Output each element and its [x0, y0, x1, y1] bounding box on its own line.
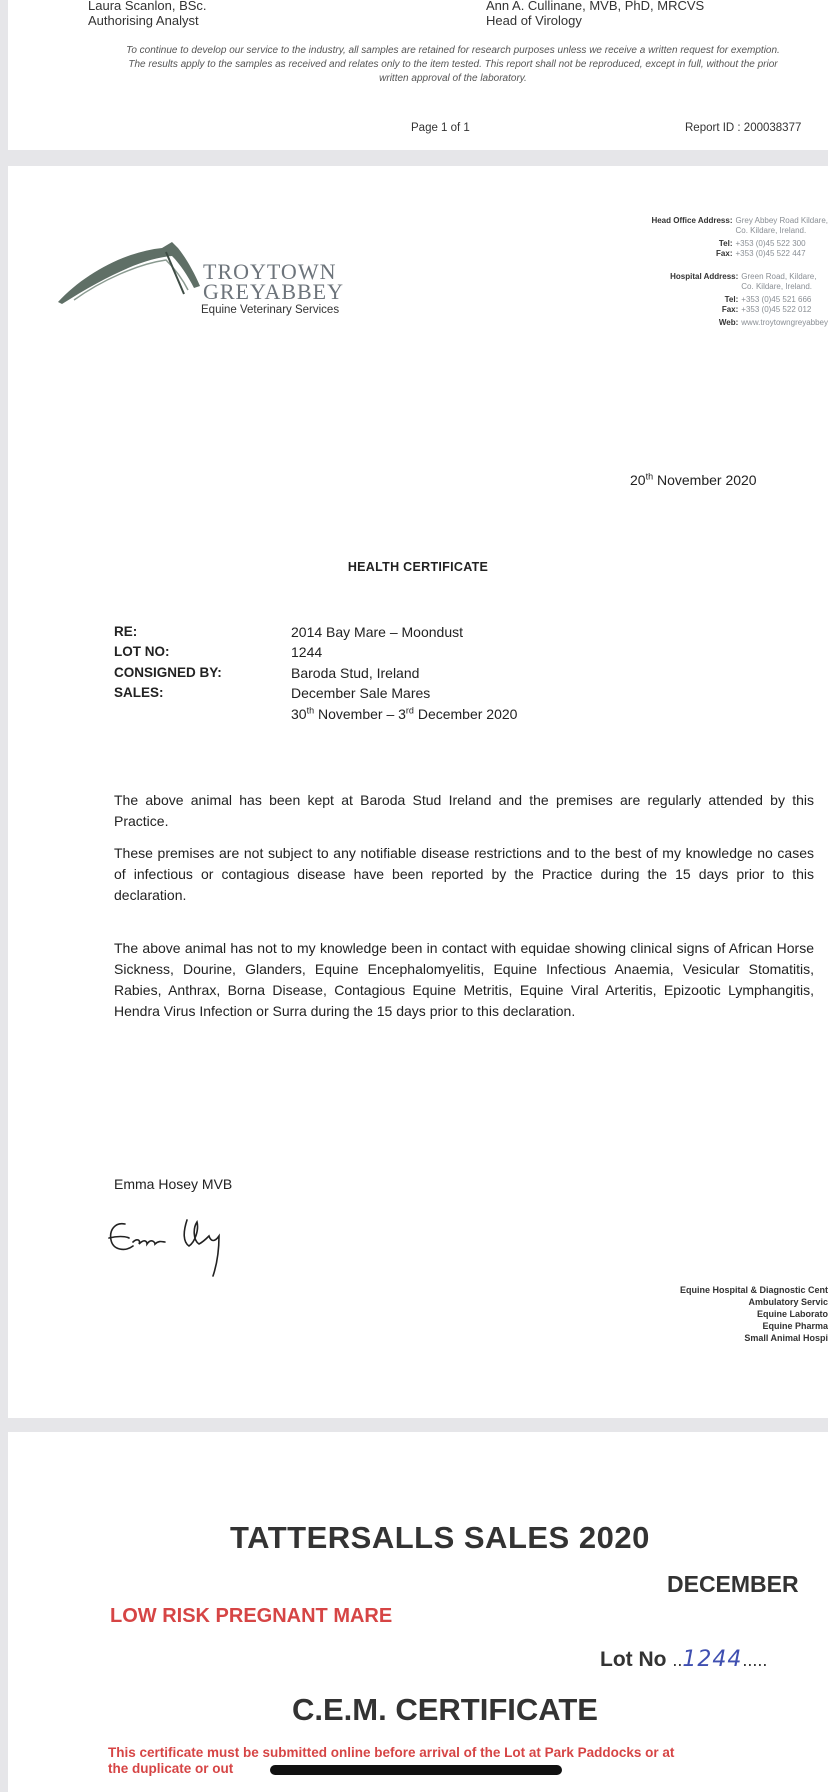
fax-label: Fax: — [721, 304, 739, 314]
service-item: Small Animal Hospi — [744, 1333, 828, 1343]
hospital-fax: +353 (0)45 522 012 — [741, 304, 812, 314]
lab-report-page — [8, 0, 828, 150]
paragraph-premises: The above animal has been kept at Baroda Stud Ireland and the premises are regularly attended by this Practice. — [114, 792, 814, 829]
sales-date-start: 30 — [291, 706, 307, 722]
sales-value: December Sale Mares — [291, 685, 431, 701]
head-office-line-2: Co. Kildare, Ireland. — [735, 225, 807, 235]
date-suffix: th — [306, 705, 315, 716]
analyst-signature-block — [88, 0, 207, 28]
risk-category: LOW RISK PREGNANT MARE — [110, 1605, 393, 1627]
page-number: Page 1 of 1 — [411, 122, 470, 134]
date-day: 20 — [630, 472, 646, 488]
lot-dots: .. — [672, 1650, 683, 1670]
note-line: the duplicate or out — [108, 1761, 234, 1776]
sales-date-end: December 2020 — [413, 706, 518, 722]
head-role: Head of Virology — [486, 13, 582, 28]
certificate-heading: HEALTH CERTIFICATE — [347, 560, 489, 574]
service-item: Ambulatory Servic — [748, 1297, 828, 1307]
disclaimer-line: To continue to develop our service to the industry, all samples are retained for research purposes unless we receive a written request for exemption. — [126, 45, 780, 56]
sale-month: DECEMBER — [667, 1571, 799, 1597]
logo-line-2: GREYABBEY — [203, 279, 345, 304]
logo-line-1: TROYTOWN — [203, 259, 337, 284]
health-certificate-page — [8, 166, 828, 1418]
handwritten-signature — [103, 1212, 253, 1282]
paragraph-restrictions: These premises are not subject to any notifiable disease restrictions and to the best of my knowledge no cases of infectious or contagious disease have been reported by the Practice during the 15 days prior to this declaration. — [114, 845, 814, 903]
head-office-label: Head Office Address: — [651, 216, 733, 225]
analyst-role: Authorising Analyst — [88, 13, 199, 28]
cem-certificate-title: C.E.M. CERTIFICATE — [292, 1692, 598, 1727]
head-office-line-1: Grey Abbey Road Kildare, — [735, 216, 828, 225]
sales-date-mid: November – 3 — [314, 706, 406, 722]
service-item: Equine Hospital & Diagnostic Cent — [679, 1285, 828, 1295]
disclaimer-line: written approval of the laboratory. — [379, 73, 527, 84]
hospital-label: Hospital Address: — [670, 272, 739, 281]
lot-number-label: Lot No — [600, 1648, 667, 1671]
tel-label: Tel: — [724, 295, 739, 304]
tattersalls-certificate-page — [8, 1432, 828, 1792]
report-id: Report ID : 200038377 — [685, 122, 802, 134]
re-label: RE: — [114, 624, 138, 639]
web-label: Web: — [718, 318, 739, 327]
head-office-tel: +353 (0)45 522 300 — [735, 239, 806, 248]
fax-label: Fax: — [716, 248, 733, 258]
service-item: Equine Pharma — [762, 1321, 828, 1331]
hospital-tel: +353 (0)45 521 666 — [741, 295, 812, 304]
hospital-line-1: Green Road, Kildare, — [741, 272, 817, 281]
sales-label: SALES: — [114, 685, 164, 700]
services-list — [680, 1284, 828, 1344]
head-name: Ann A. Cullinane, MVB, PhD, MRCVS — [486, 0, 705, 13]
home-indicator[interactable] — [270, 1765, 562, 1775]
web-link[interactable]: www.troytowngreyabbey — [741, 318, 828, 327]
consigned-value: Baroda Stud, Ireland — [291, 665, 420, 681]
certificate-date — [630, 472, 757, 488]
head-signature-block — [486, 0, 704, 28]
re-value: 2014 Bay Mare – Moondust — [291, 624, 463, 640]
analyst-name: Laura Scanlon, BSc. — [88, 0, 207, 13]
date-suffix: rd — [405, 705, 414, 716]
head-office-fax: +353 (0)45 522 447 — [735, 248, 806, 258]
lot-number-handwritten: 1244 — [682, 1647, 743, 1672]
hospital-address — [650, 272, 828, 328]
lot-dots: ..... — [742, 1650, 768, 1670]
sales-dates — [291, 706, 517, 722]
lot-number-field — [600, 1647, 767, 1672]
lot-value: 1244 — [291, 644, 323, 660]
note-line: This certificate must be submitted online before arrival of the Lot at Park Paddocks or at — [108, 1745, 675, 1760]
consigned-label: CONSIGNED BY: — [114, 665, 222, 680]
head-office-address — [645, 216, 828, 258]
date-rest: November 2020 — [653, 472, 757, 488]
disclaimer-line: The results apply to the samples as received and relates only to the item tested. This report shall not be reproduced, except in full, without the prior — [128, 59, 778, 70]
horse-logo-icon — [54, 240, 204, 306]
paragraph-contact: The above animal has not to my knowledge been in contact with equidae showing clinical signs of African Horse Sickness, Dourine, Glanders, Equine Encephalomyelitis, Equine Infectious Anaemia, Vesicular Stomatitis, Rabies, Anthrax, Borna Disease, Contagious Equine Metritis, Equine Viral Arteritis, Epizootic Lymphangitis, Hendra Virus Infection or Surra during the 15 days prior to this declaration. — [114, 940, 814, 1019]
tel-label: Tel: — [718, 239, 733, 248]
lab-disclaimer — [88, 44, 818, 86]
hospital-line-2: Co. Kildare, Ireland. — [741, 281, 812, 291]
tattersalls-title: TATTERSALLS SALES 2020 — [230, 1520, 650, 1555]
date-suffix: th — [645, 471, 654, 482]
service-item: Equine Laborato — [756, 1309, 828, 1319]
lot-label: LOT NO: — [114, 644, 170, 659]
logo-subtitle: Equine Veterinary Services — [201, 304, 340, 316]
vet-name: Emma Hosey MVB — [114, 1176, 233, 1192]
